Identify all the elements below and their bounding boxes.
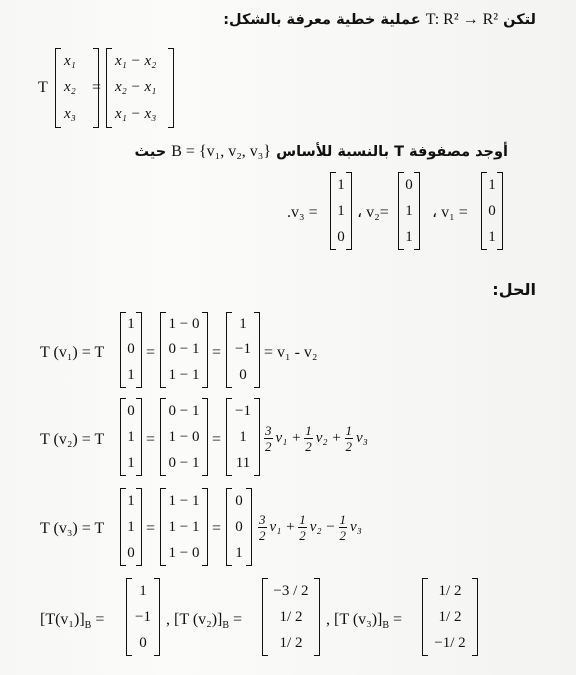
- solution-heading: الحل:: [492, 280, 536, 299]
- v1-vector: [481, 172, 503, 250]
- equals-sign: =: [212, 344, 222, 361]
- matrix-cell: x₂ − x₁: [115, 79, 157, 96]
- matrix-cell: 0 − 1: [168, 341, 200, 358]
- equals-sign: =: [212, 520, 222, 537]
- matrix-cell: 1: [405, 202, 413, 219]
- matrix-cell: 1 − 0: [168, 316, 200, 333]
- matrix-cell: x₁ − x₃: [115, 106, 157, 123]
- matrix-cell: 1: [127, 454, 135, 471]
- computed-matrix: [160, 488, 208, 566]
- matrix-cell: 1 − 1: [168, 492, 200, 509]
- result-vector: [226, 398, 260, 476]
- v3-vector: [120, 488, 142, 566]
- basis-term: v₃: [350, 519, 362, 535]
- output-vector-matrix: [106, 48, 174, 128]
- matrix-cell: 1/ 2: [438, 608, 462, 625]
- fraction: $\frac{3}{2}$: [259, 512, 266, 543]
- computed-matrix: [160, 398, 208, 476]
- matrix-cell: 0: [239, 366, 247, 383]
- matrix-cell: 1: [127, 366, 135, 383]
- equals-sign: =: [146, 520, 156, 537]
- matrix-cell: 0: [235, 492, 243, 509]
- matrix-cell: 0: [127, 402, 135, 419]
- matrix-cell: 0: [127, 544, 135, 561]
- matrix-cell: −1: [135, 608, 151, 625]
- basis-term: v₁ +: [269, 519, 296, 535]
- coord-label-3: , [T $(v_3)]_B$ =: [326, 611, 403, 632]
- matrix-cell: 0 − 1: [168, 454, 200, 471]
- v3-vector: [330, 172, 352, 250]
- result-vector: [226, 312, 260, 388]
- matrix-cell: 0: [405, 176, 413, 193]
- matrix-cell: 1: [127, 316, 135, 333]
- fraction: $\frac{1}{2}$: [339, 512, 346, 543]
- matrix-cell: 1 − 1: [168, 366, 200, 383]
- v2-vector: [398, 172, 420, 250]
- fraction: $\frac{1}{2}$: [299, 512, 306, 543]
- matrix-cell: 0: [139, 634, 147, 651]
- matrix-cell: 1: [239, 316, 247, 333]
- matrix-cell: 1: [405, 228, 413, 245]
- basis-combination: = v₁ - v₂: [264, 344, 318, 361]
- equals-sign: =: [92, 79, 102, 96]
- equals-sign: =: [146, 344, 156, 361]
- T-symbol: T: [38, 79, 48, 96]
- v1-vector: [120, 312, 142, 388]
- coord-vector-1: [126, 578, 160, 656]
- fraction: $\frac{1}{2}$: [345, 423, 352, 454]
- matrix-cell: 11: [235, 454, 251, 471]
- basis-term: v₁ +: [275, 430, 302, 446]
- fraction: $\frac{1}{2}$: [305, 423, 312, 454]
- transformation-signature: T: R² → R²: [425, 11, 499, 28]
- matrix-cell: 1 − 0: [168, 428, 200, 445]
- basis-term: v₂ +: [315, 430, 342, 446]
- matrix-cell: −1/ 2: [434, 634, 466, 651]
- basis-combination: [264, 424, 368, 453]
- problem-statement-line: [223, 12, 536, 28]
- matrix-cell: −1: [235, 402, 251, 419]
- matrix-cell: 1: [127, 518, 135, 535]
- v2-label: ، v₂=: [357, 204, 389, 221]
- matrix-cell: 0: [337, 228, 345, 245]
- v1-label: ، v₁ =: [432, 204, 468, 221]
- basis-term: v₃: [356, 430, 368, 446]
- let-word: لتكن: [503, 12, 536, 28]
- matrix-cell: 0: [488, 202, 496, 219]
- matrix-cell: x₁: [64, 52, 76, 69]
- equals-sign: =: [146, 431, 156, 448]
- matrix-cell: 1/ 2: [438, 582, 462, 599]
- matrix-cell: 0: [235, 518, 243, 535]
- T-v1-lhs: T (v₁) = T: [40, 344, 105, 361]
- where-word: حيث: [134, 144, 167, 160]
- matrix-cell: 1: [127, 428, 135, 445]
- matrix-cell: 1 − 1: [168, 518, 200, 535]
- matrix-cell: 1: [139, 582, 147, 599]
- v3-label: .v₃ =: [287, 204, 318, 221]
- equals-sign: =: [212, 431, 222, 448]
- fraction: $\frac{3}{2}$: [265, 423, 272, 454]
- matrix-cell: 1/ 2: [279, 634, 303, 651]
- matrix-cell: 1: [488, 176, 496, 193]
- coord-vector-2: [262, 578, 320, 656]
- coord-label-2: , [T $(v_2)]_B$ =: [166, 611, 243, 632]
- matrix-cell: x₃: [64, 106, 76, 123]
- coord-label-1: $[T(v_1)]_B$ =: [40, 611, 105, 632]
- basis-combination: [258, 513, 362, 542]
- matrix-cell: 1: [337, 176, 345, 193]
- matrix-cell: −3 / 2: [273, 582, 309, 599]
- matrix-cell: 1: [337, 202, 345, 219]
- matrix-cell: x₂: [64, 79, 76, 96]
- find-text: أوجد مصفوفة T بالنسبة للأساس: [276, 144, 508, 160]
- basis-set: B = {v₁, v₂, v₃}: [171, 143, 272, 160]
- matrix-cell: 0: [127, 341, 135, 358]
- matrix-cell: 1 − 0: [168, 544, 200, 561]
- matrix-cell: 1: [235, 544, 243, 561]
- matrix-cell: −1: [235, 341, 251, 358]
- computed-matrix: [160, 312, 208, 388]
- v2-vector: [120, 398, 142, 476]
- matrix-cell: 1/ 2: [279, 608, 303, 625]
- result-vector: [226, 488, 252, 566]
- T-v3-lhs: T (v₃) = T: [40, 520, 105, 537]
- matrix-cell: 0 − 1: [168, 402, 200, 419]
- coord-vector-3: [422, 578, 478, 656]
- matrix-cell: x₁ − x₂: [115, 52, 157, 69]
- matrix-cell: 1: [239, 428, 247, 445]
- basis-term: v₂ −: [309, 519, 336, 535]
- definition-text: عملية خطية معرفة بالشكل:: [223, 12, 421, 28]
- task-statement: [134, 144, 508, 160]
- matrix-cell: 1: [127, 492, 135, 509]
- T-v2-lhs: T (v₂) = T: [40, 431, 105, 448]
- matrix-cell: 1: [488, 228, 496, 245]
